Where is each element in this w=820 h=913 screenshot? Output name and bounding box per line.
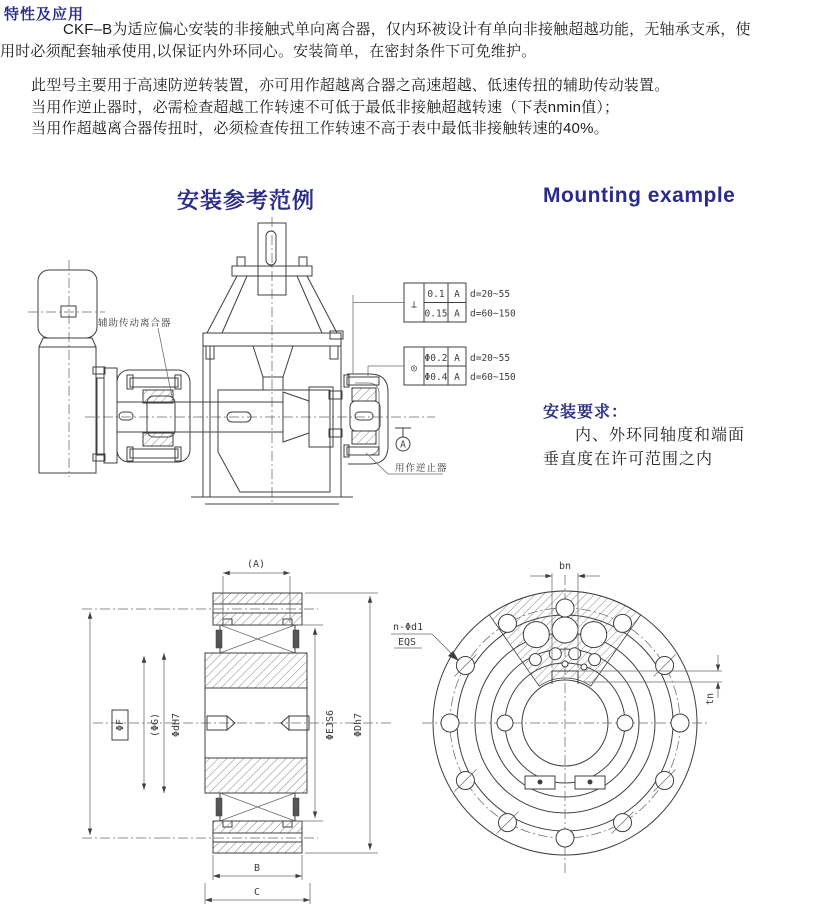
mounting-requirements	[543, 402, 793, 472]
gdt-diameter-range: d=60~150	[470, 308, 516, 320]
intro-line-5: 当用作超越离合器传扭时，必须检查传扭工作转速不高于表中最低非接触转速的40%。	[31, 120, 609, 137]
gdt-diameter-range: d=20~55	[470, 353, 511, 364]
gdt-tolerance-value: Φ0.4	[424, 372, 448, 383]
hole-note	[391, 622, 459, 661]
dim-c	[205, 883, 310, 904]
dim-b	[213, 855, 302, 880]
hole-note-line2: EQS	[398, 637, 417, 648]
backstop-label: 用作逆止器	[395, 463, 448, 474]
gdt-datum-ref: A	[454, 372, 460, 383]
gdt-datum-ref: A	[454, 289, 460, 300]
page-title: 特性及应用	[4, 6, 85, 23]
intro-line-3: 此型号主要用于高速防逆转装置，亦可用作超越离合器之高速超越、低速传扭的辅助传动装置。	[31, 77, 670, 94]
gdt-tolerance-value: 0.1	[427, 289, 445, 300]
intro-line-1: CKF–B为适应偏心安装的非接触式单向离合器，仅内环被设计有单向非接触超越功能，无轴承支承，使	[63, 21, 751, 38]
section-heading-en: Mounting example	[543, 184, 736, 207]
gdt-diameter-range: d=60~150	[470, 372, 516, 383]
backstop-clutch	[329, 374, 388, 464]
dim-label-D: ΦDh7	[353, 712, 364, 738]
backstop-callout	[366, 453, 448, 474]
dim-label-c: C	[253, 887, 261, 898]
dim-label-f: ΦF	[115, 718, 126, 732]
gdt-tolerance-value: 0.15	[424, 308, 448, 320]
dimension-drawing	[60, 543, 760, 913]
section-view	[82, 559, 392, 904]
front-view	[391, 561, 722, 875]
requirements-heading: 安装要求：	[543, 404, 629, 421]
gdt-datum-ref: A	[454, 308, 460, 320]
gdt-diameter-range: d=20~55	[470, 289, 511, 300]
dim-label-e: ΦEJS6	[325, 709, 336, 741]
concentricity-symbol: ◎	[410, 363, 418, 374]
dim-f	[90, 612, 128, 835]
sprag-rollers	[523, 617, 606, 670]
hole-note-line1: n-Φd1	[393, 622, 424, 633]
requirements-line: 内、外环同轴度和端面	[575, 427, 746, 444]
gdt-concentricity-frame	[368, 347, 516, 385]
datum-label: A	[400, 439, 406, 451]
gdt-datum-ref: A	[454, 353, 460, 364]
dim-label-bn: bn	[558, 561, 572, 572]
gearbox	[191, 217, 353, 505]
mounting-example-drawing	[10, 205, 570, 515]
aux-clutch-label: 辅助传动离合器	[98, 318, 172, 329]
datum-symbol	[395, 428, 411, 451]
dim-label-tn: tn	[705, 692, 716, 706]
gdt-tolerance-value: Φ0.2	[424, 353, 448, 364]
dim-label-g: (ΦG)	[150, 712, 161, 738]
intro-line-4: 当用作逆止器时，必需检查超越工作转速不可低于最低非接触超越转速（下表nmin值）；	[31, 98, 620, 116]
intro-paragraphs	[0, 19, 820, 140]
dim-label-a: (A)	[246, 559, 266, 570]
section-heading-cn: 安装参考范例	[177, 188, 316, 213]
intro-line-2: 用时必须配套轴承使用,以保证内外环同心。安装简单，在密封条件下可免维护。	[0, 42, 537, 60]
requirements-line: 垂直度在许可范围之内	[543, 451, 714, 468]
dim-label-b: B	[253, 863, 261, 874]
aux-clutch-callout	[98, 317, 172, 397]
dim-g	[144, 656, 161, 790]
dim-label-d: ΦdH7	[171, 712, 182, 738]
perpendicularity-symbol: ⊥	[410, 299, 418, 311]
